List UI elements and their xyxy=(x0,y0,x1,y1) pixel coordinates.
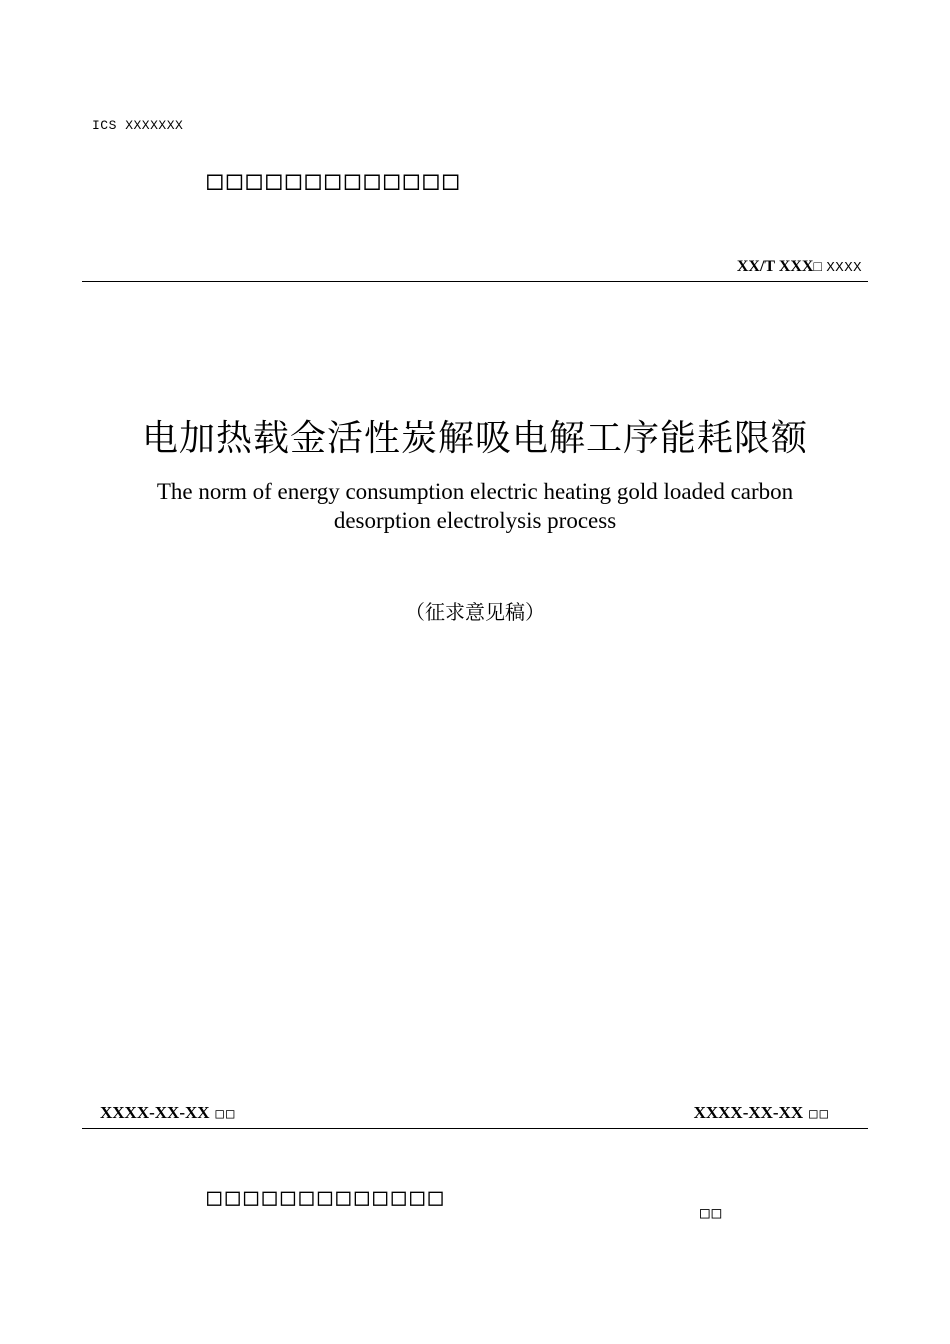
standard-code-main: XX/T XXX xyxy=(736,258,814,275)
issue-label: □□ xyxy=(700,1203,724,1222)
issuer-top: □□□□□□□□□□□□□ xyxy=(207,166,463,196)
implement-date xyxy=(694,1103,830,1123)
standard-code-year: XXXX xyxy=(826,260,862,276)
title-english xyxy=(0,477,950,535)
publish-date xyxy=(100,1103,236,1123)
draft-status: （征求意见稿） xyxy=(405,600,545,624)
implement-date-value: XXXX-XX-XX xyxy=(693,1103,804,1122)
footer-rule xyxy=(82,1128,868,1129)
publish-date-suffix: □□ xyxy=(215,1106,237,1122)
title-english-text: The norm of energy consumption electric heating gold loaded carbon desorption electrolysis process xyxy=(156,479,794,533)
publish-date-value: XXXX-XX-XX xyxy=(100,1103,210,1122)
implement-date-suffix: □□ xyxy=(809,1106,830,1122)
standard-code-separator: □ xyxy=(813,260,823,276)
title-chinese: 电加热载金活性炭解吸电解工序能耗限额 xyxy=(141,418,808,459)
standard-code xyxy=(737,258,862,276)
issuer-bottom: □□□□□□□□□□□□□ xyxy=(207,1183,447,1211)
ics-code: ICS XXXXXXX xyxy=(92,118,184,133)
header-rule xyxy=(82,281,868,282)
